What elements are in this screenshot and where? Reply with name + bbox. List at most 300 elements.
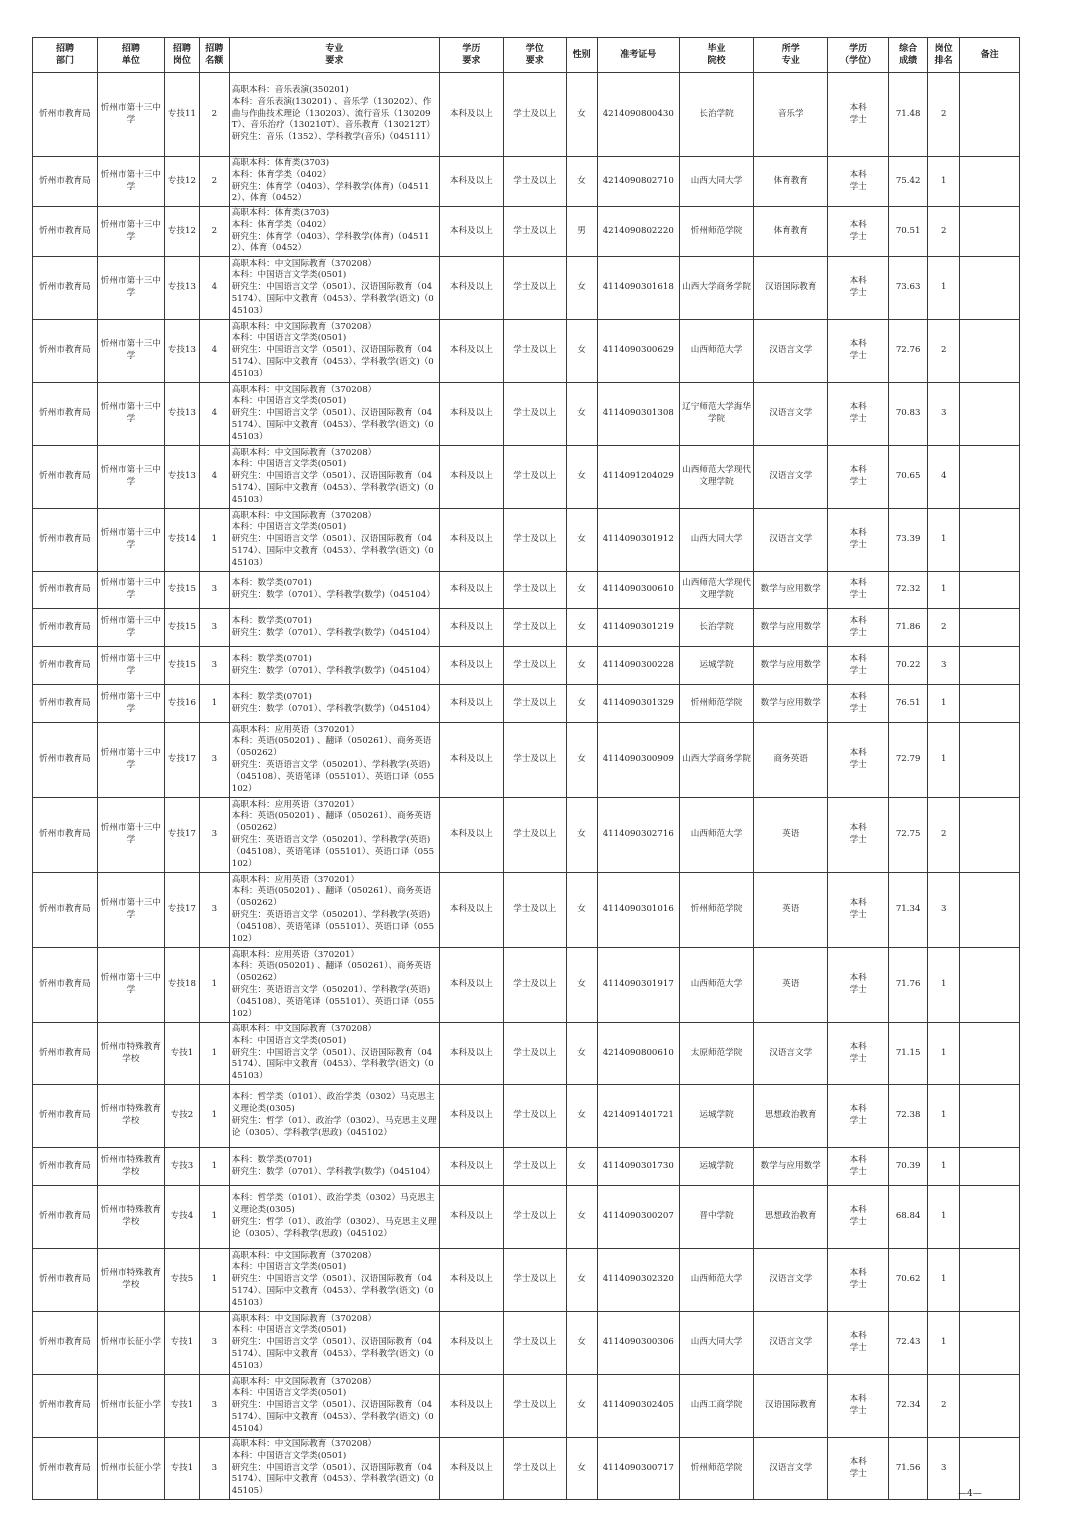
table-row xyxy=(33,383,1020,446)
note-cell xyxy=(960,73,1020,157)
rank-cell: 2 xyxy=(928,609,960,647)
degree-cell: 学士及以上 xyxy=(503,509,566,572)
sex-cell: 女 xyxy=(566,1186,597,1249)
quota-cell: 2 xyxy=(199,207,229,257)
degree-cell: 学士及以上 xyxy=(503,383,566,446)
note-cell xyxy=(960,948,1020,1023)
quota-cell: 1 xyxy=(199,1085,229,1148)
table-row xyxy=(33,73,1020,157)
dept-cell: 忻州市教育局 xyxy=(33,609,98,647)
dept-cell: 忻州市教育局 xyxy=(33,1438,98,1500)
level-cell: 本科 学士 xyxy=(828,1148,889,1186)
degree-cell: 学士及以上 xyxy=(503,207,566,257)
note-cell xyxy=(960,1249,1020,1312)
score-cell: 72.38 xyxy=(889,1085,928,1148)
table-row xyxy=(33,1249,1020,1312)
col-header: 岗位 排名 xyxy=(928,38,960,73)
rank-cell: 2 xyxy=(928,320,960,383)
rank-cell: 1 xyxy=(928,572,960,609)
degree-cell: 学士及以上 xyxy=(503,1375,566,1438)
degree-cell: 学士及以上 xyxy=(503,572,566,609)
quota-cell: 4 xyxy=(199,383,229,446)
sex-cell: 女 xyxy=(566,446,597,509)
level-cell: 本科 学士 xyxy=(828,1186,889,1249)
degree-cell: 学士及以上 xyxy=(503,1249,566,1312)
dept-cell: 忻州市教育局 xyxy=(33,685,98,723)
level-cell: 本科 学士 xyxy=(828,207,889,257)
school-cell: 山西师范大学 xyxy=(679,1249,753,1312)
note-cell xyxy=(960,1085,1020,1148)
quota-cell: 4 xyxy=(199,320,229,383)
level-cell: 本科 学士 xyxy=(828,383,889,446)
degree-cell: 学士及以上 xyxy=(503,1438,566,1500)
school-cell: 晋中学院 xyxy=(679,1186,753,1249)
degree-cell: 学士及以上 xyxy=(503,1023,566,1085)
school-cell: 运城学院 xyxy=(679,1085,753,1148)
level-cell: 本科 学士 xyxy=(828,873,889,948)
degree-cell: 学士及以上 xyxy=(503,798,566,873)
level-cell: 本科 学士 xyxy=(828,73,889,157)
major-cell: 高职本科：中文国际教育（370208） 本科：中国语言文学类(0501) 研究生：中国语言文学（0501）、汉语国际教育（045174）、国际中文教育（0453）、学科教学(语文)（045103） xyxy=(229,446,439,509)
exam-number-cell: 4114090301016 xyxy=(597,873,679,948)
score-cell: 76.51 xyxy=(889,685,928,723)
unit-cell: 忻州市第十三中学 xyxy=(97,509,164,572)
post-cell: 专技3 xyxy=(164,1148,199,1186)
table-row xyxy=(33,157,1020,207)
school-cell: 山西大同大学 xyxy=(679,1312,753,1375)
score-cell: 70.62 xyxy=(889,1249,928,1312)
unit-cell: 忻州市特殊教育学校 xyxy=(97,1023,164,1085)
sex-cell: 女 xyxy=(566,257,597,320)
quota-cell: 4 xyxy=(199,446,229,509)
quota-cell: 3 xyxy=(199,572,229,609)
score-cell: 70.83 xyxy=(889,383,928,446)
table-row xyxy=(33,609,1020,647)
edu-cell: 本科及以上 xyxy=(439,1249,503,1312)
post-cell: 专技2 xyxy=(164,1085,199,1148)
col-header: 综合 成绩 xyxy=(889,38,928,73)
level-cell: 本科 学士 xyxy=(828,446,889,509)
table-row xyxy=(33,509,1020,572)
edu-cell: 本科及以上 xyxy=(439,509,503,572)
rank-cell: 2 xyxy=(928,73,960,157)
edu-cell: 本科及以上 xyxy=(439,320,503,383)
sex-cell: 女 xyxy=(566,1249,597,1312)
major-cell: 高职本科：中文国际教育（370208） 本科：中国语言文学类(0501) 研究生：中国语言文学（0501）、汉语国际教育（045174）、国际中文教育（0453）、学科教学(语文)（045103） xyxy=(229,1023,439,1085)
level-cell: 本科 学士 xyxy=(828,157,889,207)
major-cell: 高职本科：体育类(3703) 本科：体育学类（0402） 研究生：体育学（0403）、学科教学(体育)（045112）、体育（0452） xyxy=(229,157,439,207)
table-row xyxy=(33,207,1020,257)
major-cell: 高职本科：体育类(3703) 本科：体育学类（0402） 研究生：体育学（0403）、学科教学(体育)（045112）、体育（0452） xyxy=(229,207,439,257)
note-cell xyxy=(960,383,1020,446)
dept-cell: 忻州市教育局 xyxy=(33,798,98,873)
table-row xyxy=(33,647,1020,685)
school-cell: 山西大学商务学院 xyxy=(679,723,753,798)
note-cell xyxy=(960,207,1020,257)
quota-cell: 1 xyxy=(199,1023,229,1085)
school-cell: 运城学院 xyxy=(679,1148,753,1186)
level-cell: 本科 学士 xyxy=(828,948,889,1023)
note-cell xyxy=(960,685,1020,723)
post-cell: 专技15 xyxy=(164,609,199,647)
unit-cell: 忻州市特殊教育学校 xyxy=(97,1085,164,1148)
unit-cell: 忻州市第十三中学 xyxy=(97,572,164,609)
col-header: 学历 要求 xyxy=(439,38,503,73)
exam-number-cell: 4114090300629 xyxy=(597,320,679,383)
score-cell: 70.51 xyxy=(889,207,928,257)
level-cell: 本科 学士 xyxy=(828,685,889,723)
post-cell: 专技17 xyxy=(164,873,199,948)
unit-cell: 忻州市第十三中学 xyxy=(97,157,164,207)
level-cell: 本科 学士 xyxy=(828,723,889,798)
table-row xyxy=(33,1023,1020,1085)
post-cell: 专技12 xyxy=(164,157,199,207)
school-cell: 忻州师范学院 xyxy=(679,1438,753,1500)
major-cell: 本科：数学类(0701) 研究生：数学（0701）、学科教学(数学)（045104） xyxy=(229,572,439,609)
rank-cell: 1 xyxy=(928,685,960,723)
major-cell: 本科：数学类(0701) 研究生：数学（0701）、学科教学(数学)（045104） xyxy=(229,685,439,723)
subject-cell: 数学与应用数学 xyxy=(754,609,828,647)
subject-cell: 英语 xyxy=(754,873,828,948)
edu-cell: 本科及以上 xyxy=(439,73,503,157)
score-cell: 71.15 xyxy=(889,1023,928,1085)
rank-cell: 1 xyxy=(928,1249,960,1312)
score-cell: 72.34 xyxy=(889,1375,928,1438)
edu-cell: 本科及以上 xyxy=(439,1148,503,1186)
degree-cell: 学士及以上 xyxy=(503,1085,566,1148)
major-cell: 高职本科：应用英语（370201） 本科：英语(050201) 、翻译（050261）、商务英语（050262） 研究生：英语语言文学（050201）、学科教学(英语)（045108）、英语笔译（055101）、英语口译（055102） xyxy=(229,723,439,798)
rank-cell: 1 xyxy=(928,1085,960,1148)
col-header: 招聘 岗位 xyxy=(164,38,199,73)
degree-cell: 学士及以上 xyxy=(503,685,566,723)
degree-cell: 学士及以上 xyxy=(503,948,566,1023)
dept-cell: 忻州市教育局 xyxy=(33,1186,98,1249)
degree-cell: 学士及以上 xyxy=(503,1148,566,1186)
rank-cell: 1 xyxy=(928,1186,960,1249)
quota-cell: 3 xyxy=(199,1375,229,1438)
rank-cell: 2 xyxy=(928,207,960,257)
score-cell: 73.39 xyxy=(889,509,928,572)
degree-cell: 学士及以上 xyxy=(503,647,566,685)
subject-cell: 体育教育 xyxy=(754,157,828,207)
level-cell: 本科 学士 xyxy=(828,609,889,647)
sex-cell: 女 xyxy=(566,157,597,207)
quota-cell: 1 xyxy=(199,948,229,1023)
major-cell: 本科：数学类(0701) 研究生：数学（0701）、学科教学(数学)（045104） xyxy=(229,1148,439,1186)
unit-cell: 忻州市第十三中学 xyxy=(97,685,164,723)
quota-cell: 2 xyxy=(199,157,229,207)
sex-cell: 女 xyxy=(566,685,597,723)
post-cell: 专技13 xyxy=(164,320,199,383)
table-row xyxy=(33,257,1020,320)
quota-cell: 1 xyxy=(199,509,229,572)
subject-cell: 汉语言文学 xyxy=(754,509,828,572)
subject-cell: 汉语国际教育 xyxy=(754,1375,828,1438)
degree-cell: 学士及以上 xyxy=(503,1186,566,1249)
score-cell: 70.65 xyxy=(889,446,928,509)
unit-cell: 忻州市长征小学 xyxy=(97,1312,164,1375)
sex-cell: 女 xyxy=(566,948,597,1023)
post-cell: 专技18 xyxy=(164,948,199,1023)
unit-cell: 忻州市第十三中学 xyxy=(97,446,164,509)
score-cell: 72.75 xyxy=(889,798,928,873)
major-cell: 高职本科：中文国际教育（370208） 本科：中国语言文学类(0501) 研究生：中国语言文学（0501）、汉语国际教育（045174）、国际中文教育（0453）、学科教学(语文)（045103） xyxy=(229,509,439,572)
subject-cell: 音乐学 xyxy=(754,73,828,157)
school-cell: 山西大同大学 xyxy=(679,509,753,572)
sex-cell: 女 xyxy=(566,873,597,948)
post-cell: 专技5 xyxy=(164,1249,199,1312)
unit-cell: 忻州市特殊教育学校 xyxy=(97,1249,164,1312)
post-cell: 专技1 xyxy=(164,1312,199,1375)
edu-cell: 本科及以上 xyxy=(439,572,503,609)
school-cell: 山西师范大学现代文理学院 xyxy=(679,446,753,509)
note-cell xyxy=(960,723,1020,798)
level-cell: 本科 学士 xyxy=(828,1312,889,1375)
exam-number-cell: 4114090301308 xyxy=(597,383,679,446)
level-cell: 本科 学士 xyxy=(828,1085,889,1148)
unit-cell: 忻州市长征小学 xyxy=(97,1438,164,1500)
post-cell: 专技17 xyxy=(164,723,199,798)
header-row xyxy=(33,38,1020,73)
exam-number-cell: 4214090800430 xyxy=(597,73,679,157)
table-row xyxy=(33,873,1020,948)
sex-cell: 女 xyxy=(566,798,597,873)
quota-cell: 3 xyxy=(199,1438,229,1500)
degree-cell: 学士及以上 xyxy=(503,257,566,320)
quota-cell: 3 xyxy=(199,873,229,948)
unit-cell: 忻州市特殊教育学校 xyxy=(97,1148,164,1186)
school-cell: 辽宁师范大学海华学院 xyxy=(679,383,753,446)
table-row xyxy=(33,1148,1020,1186)
sex-cell: 女 xyxy=(566,1085,597,1148)
rank-cell: 1 xyxy=(928,1312,960,1375)
score-cell: 71.48 xyxy=(889,73,928,157)
school-cell: 山西师范大学 xyxy=(679,320,753,383)
degree-cell: 学士及以上 xyxy=(503,1312,566,1375)
exam-number-cell: 4114090300207 xyxy=(597,1186,679,1249)
dept-cell: 忻州市教育局 xyxy=(33,948,98,1023)
exam-number-cell: 4114090302716 xyxy=(597,798,679,873)
table-row xyxy=(33,1085,1020,1148)
dept-cell: 忻州市教育局 xyxy=(33,157,98,207)
post-cell: 专技12 xyxy=(164,207,199,257)
exam-number-cell: 4114090301219 xyxy=(597,609,679,647)
major-cell: 高职本科：中文国际教育（370208） 本科：中国语言文学类(0501) 研究生：中国语言文学（0501）、汉语国际教育（045174）、国际中文教育（0453）、学科教学(语文)（045103） xyxy=(229,257,439,320)
note-cell xyxy=(960,873,1020,948)
exam-number-cell: 4114090300909 xyxy=(597,723,679,798)
major-cell: 高职本科：中文国际教育（370208） 本科：中国语言文学类(0501) 研究生：中国语言文学（0501）、汉语国际教育（045174）、国际中文教育（0453）、学科教学(语文)（045103） xyxy=(229,1249,439,1312)
unit-cell: 忻州市第十三中学 xyxy=(97,207,164,257)
quota-cell: 1 xyxy=(199,1249,229,1312)
score-cell: 68.84 xyxy=(889,1186,928,1249)
exam-number-cell: 4214090802710 xyxy=(597,157,679,207)
major-cell: 高职本科：中文国际教育（370208） 本科：中国语言文学类(0501) 研究生：中国语言文学（0501）、汉语国际教育（045174）、国际中文教育（0453）、学科教学(语文)（045105） xyxy=(229,1438,439,1500)
exam-number-cell: 4214090802220 xyxy=(597,207,679,257)
note-cell xyxy=(960,1312,1020,1375)
major-cell: 高职本科：中文国际教育（370208） 本科：中国语言文学类(0501) 研究生：中国语言文学（0501）、汉语国际教育（045174）、国际中文教育（0453）、学科教学(语文)（045103） xyxy=(229,383,439,446)
col-header: 学位 要求 xyxy=(503,38,566,73)
note-cell xyxy=(960,446,1020,509)
edu-cell: 本科及以上 xyxy=(439,685,503,723)
school-cell: 忻州师范学院 xyxy=(679,685,753,723)
post-cell: 专技11 xyxy=(164,73,199,157)
quota-cell: 4 xyxy=(199,257,229,320)
edu-cell: 本科及以上 xyxy=(439,1312,503,1375)
major-cell: 高职本科：中文国际教育（370208） 本科：中国语言文学类(0501) 研究生：中国语言文学（0501）、汉语国际教育（045174）、国际中文教育（0453）、学科教学(语文)（045104） xyxy=(229,1375,439,1438)
table-row xyxy=(33,1438,1020,1500)
table-row xyxy=(33,320,1020,383)
score-cell: 72.76 xyxy=(889,320,928,383)
note-cell xyxy=(960,647,1020,685)
post-cell: 专技1 xyxy=(164,1375,199,1438)
dept-cell: 忻州市教育局 xyxy=(33,1375,98,1438)
quota-cell: 2 xyxy=(199,73,229,157)
subject-cell: 数学与应用数学 xyxy=(754,685,828,723)
dept-cell: 忻州市教育局 xyxy=(33,1249,98,1312)
subject-cell: 汉语言文学 xyxy=(754,1438,828,1500)
note-cell xyxy=(960,572,1020,609)
sex-cell: 女 xyxy=(566,1438,597,1500)
school-cell: 长治学院 xyxy=(679,609,753,647)
score-cell: 71.86 xyxy=(889,609,928,647)
note-cell xyxy=(960,157,1020,207)
major-cell: 高职本科：中文国际教育（370208） 本科：中国语言文学类(0501) 研究生：中国语言文学（0501）、汉语国际教育（045174）、国际中文教育（0453）、学科教学(语文)（045103） xyxy=(229,1312,439,1375)
post-cell: 专技15 xyxy=(164,647,199,685)
score-cell: 72.79 xyxy=(889,723,928,798)
subject-cell: 数学与应用数学 xyxy=(754,647,828,685)
score-cell: 73.63 xyxy=(889,257,928,320)
unit-cell: 忻州市第十三中学 xyxy=(97,257,164,320)
degree-cell: 学士及以上 xyxy=(503,609,566,647)
table-row xyxy=(33,572,1020,609)
dept-cell: 忻州市教育局 xyxy=(33,383,98,446)
degree-cell: 学士及以上 xyxy=(503,320,566,383)
score-cell: 71.76 xyxy=(889,948,928,1023)
level-cell: 本科 学士 xyxy=(828,257,889,320)
school-cell: 山西大学商务学院 xyxy=(679,257,753,320)
exam-number-cell: 4214091401721 xyxy=(597,1085,679,1148)
subject-cell: 思想政治教育 xyxy=(754,1085,828,1148)
edu-cell: 本科及以上 xyxy=(439,723,503,798)
note-cell xyxy=(960,1186,1020,1249)
sex-cell: 男 xyxy=(566,207,597,257)
rank-cell: 1 xyxy=(928,723,960,798)
quota-cell: 3 xyxy=(199,798,229,873)
unit-cell: 忻州市第十三中学 xyxy=(97,723,164,798)
rank-cell: 3 xyxy=(928,647,960,685)
quota-cell: 1 xyxy=(199,1148,229,1186)
quota-cell: 3 xyxy=(199,1312,229,1375)
note-cell xyxy=(960,257,1020,320)
dept-cell: 忻州市教育局 xyxy=(33,320,98,383)
col-header: 所学 专业 xyxy=(754,38,828,73)
exam-number-cell: 4214090800610 xyxy=(597,1023,679,1085)
dept-cell: 忻州市教育局 xyxy=(33,647,98,685)
edu-cell: 本科及以上 xyxy=(439,1375,503,1438)
col-header: 性别 xyxy=(566,38,597,73)
unit-cell: 忻州市第十三中学 xyxy=(97,320,164,383)
dept-cell: 忻州市教育局 xyxy=(33,1023,98,1085)
dept-cell: 忻州市教育局 xyxy=(33,873,98,948)
major-cell: 高职本科：音乐表演(350201) 本科：音乐表演(130201) 、音乐学（130202）、作曲与作曲技术理论（130203）、流行音乐（130209T）、音乐治疗（130210T）、音乐教育（130212T） 研究生：音乐（1352）、学科教学(音乐)（045111） xyxy=(229,73,439,157)
school-cell: 山西师范大学现代文理学院 xyxy=(679,572,753,609)
edu-cell: 本科及以上 xyxy=(439,1023,503,1085)
table-row xyxy=(33,1186,1020,1249)
rank-cell: 1 xyxy=(928,257,960,320)
unit-cell: 忻州市特殊教育学校 xyxy=(97,1186,164,1249)
school-cell: 长治学院 xyxy=(679,73,753,157)
note-cell xyxy=(960,320,1020,383)
dept-cell: 忻州市教育局 xyxy=(33,207,98,257)
score-cell: 72.43 xyxy=(889,1312,928,1375)
unit-cell: 忻州市第十三中学 xyxy=(97,383,164,446)
rank-cell: 3 xyxy=(928,383,960,446)
degree-cell: 学士及以上 xyxy=(503,873,566,948)
unit-cell: 忻州市第十三中学 xyxy=(97,873,164,948)
subject-cell: 数学与应用数学 xyxy=(754,572,828,609)
exam-number-cell: 4114090300610 xyxy=(597,572,679,609)
sex-cell: 女 xyxy=(566,383,597,446)
subject-cell: 商务英语 xyxy=(754,723,828,798)
note-cell xyxy=(960,1375,1020,1438)
rank-cell: 1 xyxy=(928,157,960,207)
exam-number-cell: 4114090301618 xyxy=(597,257,679,320)
quota-cell: 1 xyxy=(199,1186,229,1249)
sex-cell: 女 xyxy=(566,647,597,685)
subject-cell: 英语 xyxy=(754,798,828,873)
major-cell: 高职本科：中文国际教育（370208） 本科：中国语言文学类(0501) 研究生：中国语言文学（0501）、汉语国际教育（045174）、国际中文教育（0453）、学科教学(语文)（045103） xyxy=(229,320,439,383)
table-row xyxy=(33,798,1020,873)
school-cell: 山西师范大学 xyxy=(679,798,753,873)
edu-cell: 本科及以上 xyxy=(439,798,503,873)
dept-cell: 忻州市教育局 xyxy=(33,572,98,609)
score-cell: 70.22 xyxy=(889,647,928,685)
edu-cell: 本科及以上 xyxy=(439,1438,503,1500)
edu-cell: 本科及以上 xyxy=(439,1186,503,1249)
school-cell: 山西大同大学 xyxy=(679,157,753,207)
post-cell: 专技13 xyxy=(164,446,199,509)
col-header: 学历 （学位） xyxy=(828,38,889,73)
post-cell: 专技1 xyxy=(164,1438,199,1500)
edu-cell: 本科及以上 xyxy=(439,647,503,685)
unit-cell: 忻州市第十三中学 xyxy=(97,798,164,873)
school-cell: 山西工商学院 xyxy=(679,1375,753,1438)
dept-cell: 忻州市教育局 xyxy=(33,257,98,320)
unit-cell: 忻州市第十三中学 xyxy=(97,647,164,685)
school-cell: 运城学院 xyxy=(679,647,753,685)
unit-cell: 忻州市第十三中学 xyxy=(97,948,164,1023)
sex-cell: 女 xyxy=(566,73,597,157)
col-header: 专业 要求 xyxy=(229,38,439,73)
note-cell xyxy=(960,509,1020,572)
exam-number-cell: 4114090300306 xyxy=(597,1312,679,1375)
level-cell: 本科 学士 xyxy=(828,647,889,685)
major-cell: 高职本科：应用英语（370201） 本科：英语(050201) 、翻译（050261）、商务英语（050262） 研究生：英语语言文学（050201）、学科教学(英语)（045108）、英语笔译（055101）、英语口译（055102） xyxy=(229,873,439,948)
score-cell: 71.56 xyxy=(889,1438,928,1500)
table-row xyxy=(33,685,1020,723)
note-cell xyxy=(960,1023,1020,1085)
major-cell: 高职本科：应用英语（370201） 本科：英语(050201) 、翻译（050261）、商务英语（050262） 研究生：英语语言文学（050201）、学科教学(英语)（045108）、英语笔译（055101）、英语口译（055102） xyxy=(229,948,439,1023)
rank-cell: 2 xyxy=(928,1375,960,1438)
school-cell: 山西师范大学 xyxy=(679,948,753,1023)
col-header: 招聘 名额 xyxy=(199,38,229,73)
exam-number-cell: 4114090300228 xyxy=(597,647,679,685)
post-cell: 专技13 xyxy=(164,383,199,446)
rank-cell: 1 xyxy=(928,1148,960,1186)
subject-cell: 数学与应用数学 xyxy=(754,1148,828,1186)
school-cell: 忻州师范学院 xyxy=(679,873,753,948)
col-header: 备注 xyxy=(960,38,1020,73)
